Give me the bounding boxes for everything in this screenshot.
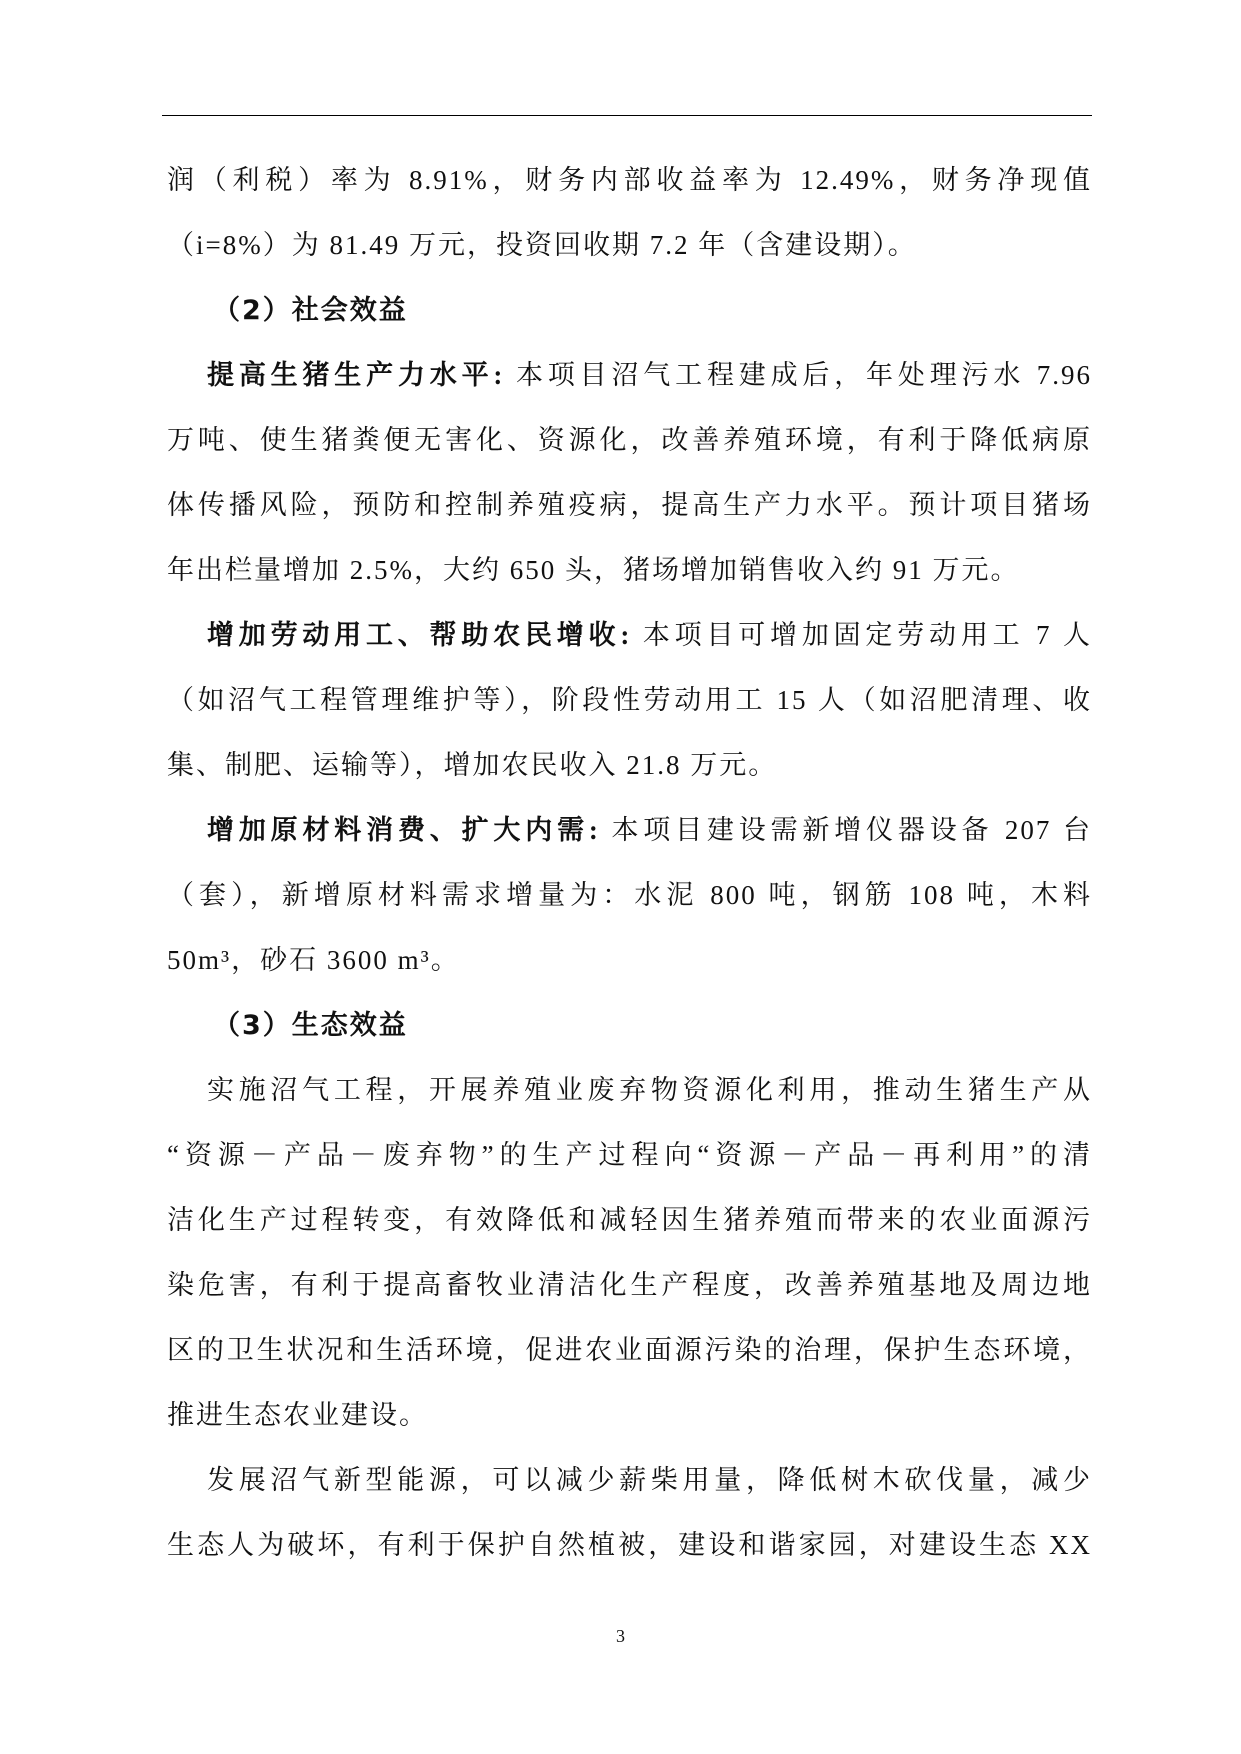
paragraph-line: 50m³，砂石 3600 m³。 xyxy=(167,945,460,975)
paragraph-line: 染危害，有利于提高畜牧业清洁化生产程度，改善养殖基地及周边地 xyxy=(167,1270,1092,1300)
section-heading-social: （2）社会效益 xyxy=(213,295,408,326)
paragraph-line xyxy=(167,798,1092,863)
paragraph-line: 万吨、使生猪粪便无害化、资源化，改善养殖环境，有利于降低病原 xyxy=(167,425,1092,455)
paragraph-line: 推进生态农业建设。 xyxy=(167,1400,428,1430)
paragraph-line: 发展沼气新型能源，可以减少薪柴用量，降低树木砍伐量，减少 xyxy=(207,1465,1092,1495)
paragraph-line: 年出栏量增加 2.5%，大约 650 头，猪场增加销售收入约 91 万元。 xyxy=(167,555,1020,585)
paragraph-line xyxy=(167,343,1092,408)
paragraph-line: （套），新增原材料需求增量为：水泥 800 吨，钢筋 108 吨，木料 xyxy=(167,880,1092,910)
paragraph-text: 本项目沼气工程建成后，年处理污水 7.96 xyxy=(504,360,1093,390)
paragraph-lead: 增加劳动用工、帮助农民增收: xyxy=(207,620,632,650)
section-heading-ecology: （3）生态效益 xyxy=(213,1010,408,1041)
paragraph-line: （如沼气工程管理维护等），阶段性劳动用工 15 人（如沼肥清理、收 xyxy=(167,685,1092,715)
paragraph-lead: 增加原材料消费、扩大内需: xyxy=(207,815,600,845)
paragraph-line: “资源－产品－废弃物”的生产过程向“资源－产品－再利用”的清 xyxy=(167,1140,1092,1170)
header-rule xyxy=(162,115,1092,116)
paragraph-line: 润（利税）率为 8.91%，财务内部收益率为 12.49%，财务净现值 xyxy=(167,165,1092,195)
paragraph-line: 洁化生产过程转变，有效降低和减轻因生猪养殖而带来的农业面源污 xyxy=(167,1205,1092,1235)
paragraph-line xyxy=(167,603,1092,668)
paragraph-line: 实施沼气工程，开展养殖业废弃物资源化利用，推动生猪生产从 xyxy=(207,1075,1092,1105)
paragraph-line: 区的卫生状况和生活环境，促进农业面源污染的治理，保护生态环境， xyxy=(167,1335,1092,1365)
page-number: 3 xyxy=(616,1626,625,1646)
paragraph-line: （i=8%）为 81.49 万元，投资回收期 7.2 年（含建设期）。 xyxy=(167,230,917,260)
body-text xyxy=(167,148,1092,1578)
paragraph-line: 生态人为破坏，有利于保护自然植被，建设和谐家园，对建设生态 XX xyxy=(167,1530,1092,1560)
paragraph-line: 体传播风险，预防和控制养殖疫病，提高生产力水平。预计项目猪场 xyxy=(167,490,1092,520)
paragraph-line: 集、制肥、运输等），增加农民收入 21.8 万元。 xyxy=(167,750,778,780)
paragraph-text: 本项目可增加固定劳动用工 7 人 xyxy=(631,620,1092,650)
paragraph-text: 本项目建设需新增仪器设备 207 台 xyxy=(599,815,1093,845)
paragraph-lead: 提高生猪生产力水平: xyxy=(207,360,505,390)
